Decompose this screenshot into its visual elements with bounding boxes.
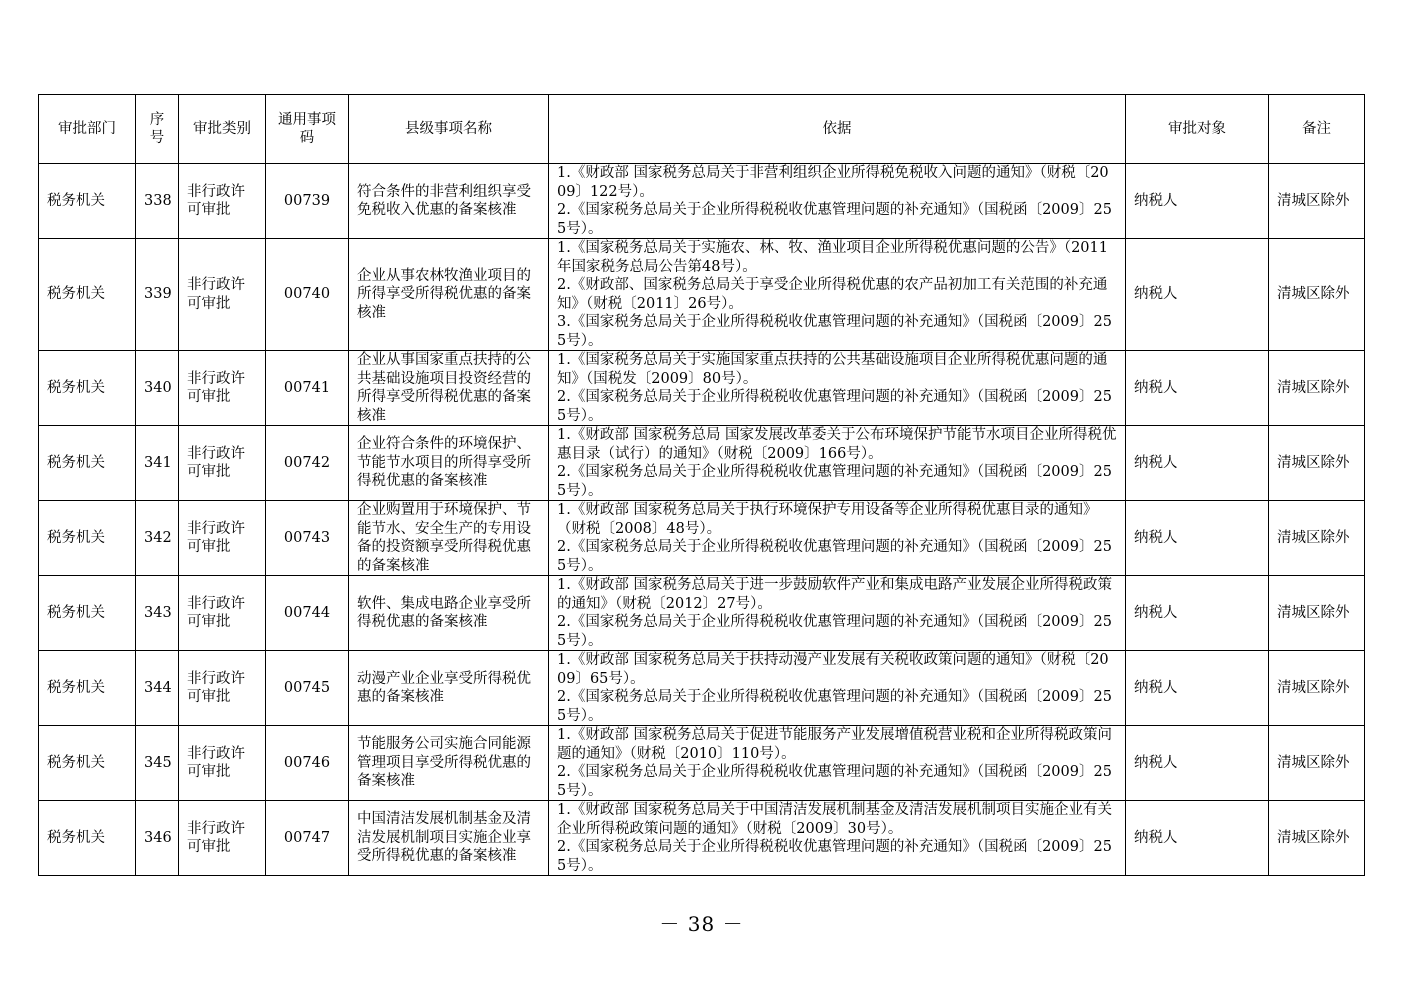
cell-target: 纳税人 [1126, 801, 1269, 876]
table-header-row [39, 95, 1365, 164]
cell-code: 00744 [266, 576, 349, 651]
cell-name: 节能服务公司实施合同能源管理项目享受所得税优惠的备案核准 [349, 726, 549, 801]
header-name: 县级事项名称 [349, 95, 549, 164]
basis-item: 1.《财政部 国家税务总局关于中国清洁发展机制基金及清洁发展机制项目实施企业有关企业所得税政策问题的通知》（财税〔2009〕30号）。 [557, 802, 1112, 837]
cell-name: 企业从事农林牧渔业项目的所得享受所得税优惠的备案核准 [349, 239, 549, 351]
cell-dept: 税务机关 [39, 239, 136, 351]
cell-dept: 税务机关 [39, 426, 136, 501]
cell-no: 339 [136, 239, 179, 351]
basis-item: 2.《国家税务总局关于企业所得税税收优惠管理问题的补充通知》（国税函〔2009〕255号）。 [557, 389, 1112, 424]
cell-target: 纳税人 [1126, 726, 1269, 801]
cell-no: 340 [136, 351, 179, 426]
basis-item: 1.《财政部 国家税务总局关于执行环境保护专用设备等企业所得税优惠目录的通知》（财税〔2008〕48号）。 [557, 502, 1098, 537]
cell-basis [549, 501, 1126, 576]
cell-dept: 税务机关 [39, 501, 136, 576]
cell-no: 343 [136, 576, 179, 651]
table-row [39, 726, 1365, 801]
cell-target: 纳税人 [1126, 239, 1269, 351]
cell-note: 清城区除外 [1269, 801, 1365, 876]
basis-item: 2.《国家税务总局关于企业所得税税收优惠管理问题的补充通知》（国税函〔2009〕255号）。 [557, 764, 1112, 799]
cell-type: 非行政许可审批 [179, 501, 266, 576]
basis-item: 2.《财政部、国家税务总局关于享受企业所得税优惠的农产品初加工有关范围的补充通知》（财税〔2011〕26号）。 [557, 277, 1108, 312]
cell-basis [549, 576, 1126, 651]
cell-no: 342 [136, 501, 179, 576]
cell-note: 清城区除外 [1269, 164, 1365, 239]
cell-note: 清城区除外 [1269, 426, 1365, 501]
cell-name: 企业符合条件的环境保护、节能节水项目的所得享受所得税优惠的备案核准 [349, 426, 549, 501]
table-row [39, 576, 1365, 651]
basis-item: 2.《国家税务总局关于企业所得税税收优惠管理问题的补充通知》（国税函〔2009〕255号）。 [557, 839, 1112, 874]
cell-basis [549, 651, 1126, 726]
table-row [39, 239, 1365, 351]
cell-basis [549, 801, 1126, 876]
header-no: 序号 [136, 95, 179, 164]
cell-target: 纳税人 [1126, 651, 1269, 726]
cell-basis [549, 351, 1126, 426]
cell-dept: 税务机关 [39, 651, 136, 726]
cell-note: 清城区除外 [1269, 651, 1365, 726]
table-row [39, 501, 1365, 576]
header-basis: 依据 [549, 95, 1126, 164]
cell-type: 非行政许可审批 [179, 351, 266, 426]
basis-item: 2.《国家税务总局关于企业所得税税收优惠管理问题的补充通知》（国税函〔2009〕255号）。 [557, 464, 1112, 499]
cell-no: 341 [136, 426, 179, 501]
basis-item: 1.《财政部 国家税务总局关于促进节能服务产业发展增值税营业税和企业所得税政策问题的通知》（财税〔2010〕110号）。 [557, 727, 1112, 762]
cell-name: 符合条件的非营利组织享受免税收入优惠的备案核准 [349, 164, 549, 239]
cell-note: 清城区除外 [1269, 351, 1365, 426]
cell-no: 346 [136, 801, 179, 876]
table-row [39, 651, 1365, 726]
basis-item: 1.《财政部 国家税务总局关于非营利组织企业所得税免税收入问题的通知》（财税〔2009〕122号）。 [557, 165, 1109, 200]
header-type: 审批类别 [179, 95, 266, 164]
cell-name: 企业购置用于环境保护、节能节水、安全生产的专用设备的投资额享受所得税优惠的备案核准 [349, 501, 549, 576]
cell-type: 非行政许可审批 [179, 651, 266, 726]
basis-item: 1.《财政部 国家税务总局关于扶持动漫产业发展有关税收政策问题的通知》（财税〔2009〕65号）。 [557, 652, 1109, 687]
cell-name: 动漫产业企业享受所得税优惠的备案核准 [349, 651, 549, 726]
header-dept: 审批部门 [39, 95, 136, 164]
cell-type: 非行政许可审批 [179, 426, 266, 501]
cell-basis [549, 426, 1126, 501]
cell-type: 非行政许可审批 [179, 801, 266, 876]
cell-no: 338 [136, 164, 179, 239]
approval-table [38, 94, 1365, 876]
cell-no: 344 [136, 651, 179, 726]
cell-target: 纳税人 [1126, 576, 1269, 651]
table-row [39, 426, 1365, 501]
cell-type: 非行政许可审批 [179, 164, 266, 239]
page-number: － 38 － [659, 912, 744, 936]
cell-code: 00739 [266, 164, 349, 239]
cell-basis [549, 726, 1126, 801]
cell-no: 345 [136, 726, 179, 801]
cell-note: 清城区除外 [1269, 726, 1365, 801]
cell-name: 中国清洁发展机制基金及清洁发展机制项目实施企业享受所得税优惠的备案核准 [349, 801, 549, 876]
cell-type: 非行政许可审批 [179, 726, 266, 801]
header-code: 通用事项码 [266, 95, 349, 164]
table-row [39, 164, 1365, 239]
basis-item: 2.《国家税务总局关于企业所得税税收优惠管理问题的补充通知》（国税函〔2009〕255号）。 [557, 539, 1112, 574]
basis-item: 2.《国家税务总局关于企业所得税税收优惠管理问题的补充通知》（国税函〔2009〕255号）。 [557, 689, 1112, 724]
cell-dept: 税务机关 [39, 351, 136, 426]
cell-code: 00740 [266, 239, 349, 351]
cell-type: 非行政许可审批 [179, 239, 266, 351]
basis-item: 2.《国家税务总局关于企业所得税税收优惠管理问题的补充通知》（国税函〔2009〕255号）。 [557, 202, 1112, 237]
cell-basis [549, 164, 1126, 239]
header-target: 审批对象 [1126, 95, 1269, 164]
cell-code: 00745 [266, 651, 349, 726]
cell-note: 清城区除外 [1269, 576, 1365, 651]
table-row [39, 801, 1365, 876]
table-row [39, 351, 1365, 426]
cell-target: 纳税人 [1126, 351, 1269, 426]
cell-dept: 税务机关 [39, 801, 136, 876]
basis-item: 2.《国家税务总局关于企业所得税税收优惠管理问题的补充通知》（国税函〔2009〕255号）。 [557, 614, 1112, 649]
basis-item: 1.《国家税务总局关于实施农、林、牧、渔业项目企业所得税优惠问题的公告》（2011年国家税务总局公告第48号）。 [557, 240, 1108, 275]
cell-code: 00743 [266, 501, 349, 576]
cell-type: 非行政许可审批 [179, 576, 266, 651]
header-note: 备注 [1269, 95, 1365, 164]
cell-code: 00747 [266, 801, 349, 876]
cell-target: 纳税人 [1126, 501, 1269, 576]
cell-code: 00741 [266, 351, 349, 426]
cell-target: 纳税人 [1126, 164, 1269, 239]
cell-dept: 税务机关 [39, 576, 136, 651]
basis-item: 1.《国家税务总局关于实施国家重点扶持的公共基础设施项目企业所得税优惠问题的通知》（国税发〔2009〕80号）。 [557, 352, 1108, 387]
cell-dept: 税务机关 [39, 164, 136, 239]
cell-basis [549, 239, 1126, 351]
cell-name: 企业从事国家重点扶持的公共基础设施项目投资经营的所得享受所得税优惠的备案核准 [349, 351, 549, 426]
cell-note: 清城区除外 [1269, 501, 1365, 576]
cell-code: 00746 [266, 726, 349, 801]
cell-code: 00742 [266, 426, 349, 501]
cell-name: 软件、集成电路企业享受所得税优惠的备案核准 [349, 576, 549, 651]
basis-item: 1.《财政部 国家税务总局 国家发展改革委关于公布环境保护节能节水项目企业所得税优惠目录（试行）的通知》（财税〔2009〕166号）。 [557, 427, 1117, 462]
cell-target: 纳税人 [1126, 426, 1269, 501]
basis-item: 3.《国家税务总局关于企业所得税税收优惠管理问题的补充通知》（国税函〔2009〕255号）。 [557, 314, 1112, 349]
cell-dept: 税务机关 [39, 726, 136, 801]
cell-note: 清城区除外 [1269, 239, 1365, 351]
basis-item: 1.《财政部 国家税务总局关于进一步鼓励软件产业和集成电路产业发展企业所得税政策的通知》（财税〔2012〕27号）。 [557, 577, 1112, 612]
